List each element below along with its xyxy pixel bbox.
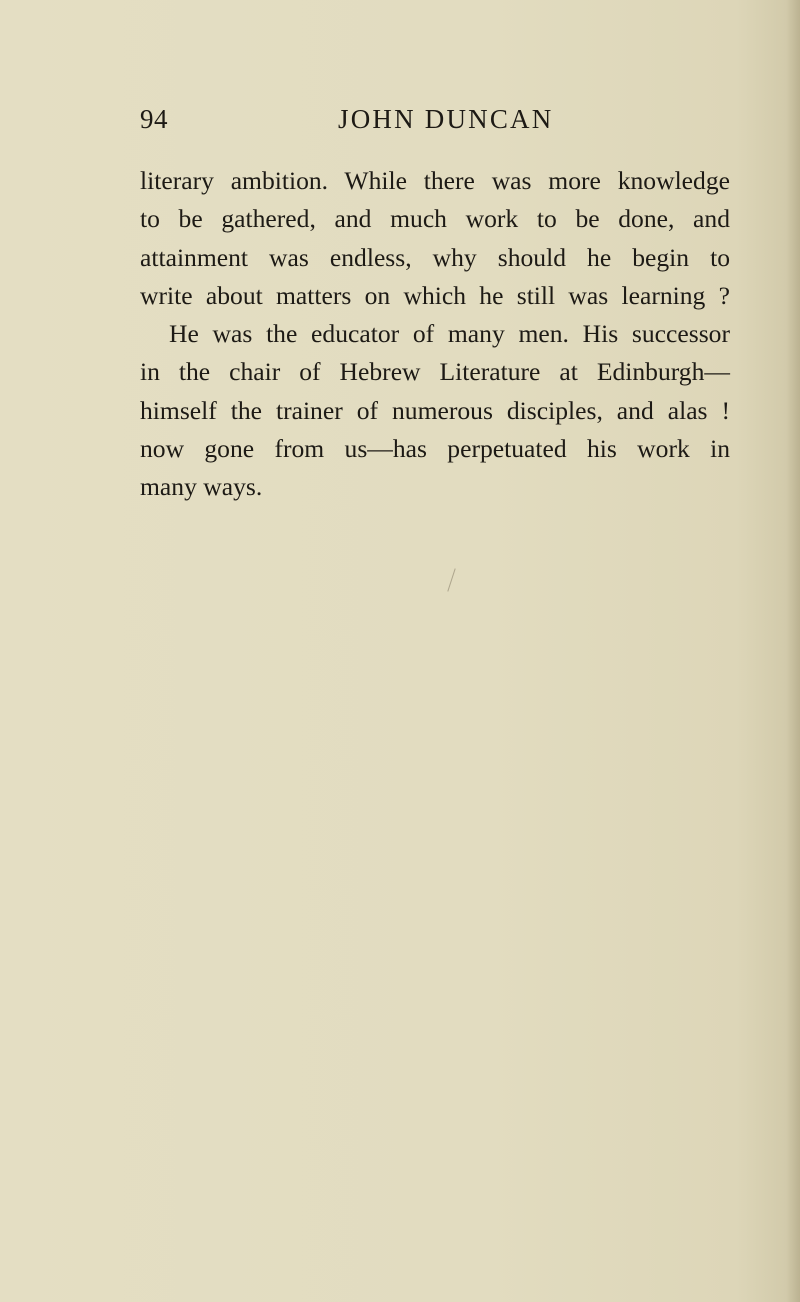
- body-text: [140, 162, 730, 507]
- text-line: attainment was endless, why should he begin to: [140, 242, 730, 272]
- paragraph-last-line: many ways.: [140, 472, 263, 502]
- page-number: 94: [140, 104, 168, 134]
- paragraph-first-line: He was the educator of many men. His successor: [169, 319, 730, 349]
- text-line: now gone from us—has perpetuated his work in: [140, 434, 730, 464]
- text-line: to be gathered, and much work to be done, and: [140, 204, 730, 234]
- text-line: literary ambition. While there was more knowledge: [140, 166, 730, 195]
- text-line: in the chair of Hebrew Literature at Edinburgh—: [140, 357, 730, 387]
- running-title: JOHN DUNCAN: [338, 104, 554, 134]
- pencil-mark: [447, 568, 455, 591]
- text-line: himself the trainer of numerous disciples, and alas !: [140, 395, 730, 425]
- text-line: write about matters on which he still was learning ?: [140, 280, 730, 310]
- running-head: [140, 104, 730, 144]
- page-edge-shadow: [786, 0, 800, 1302]
